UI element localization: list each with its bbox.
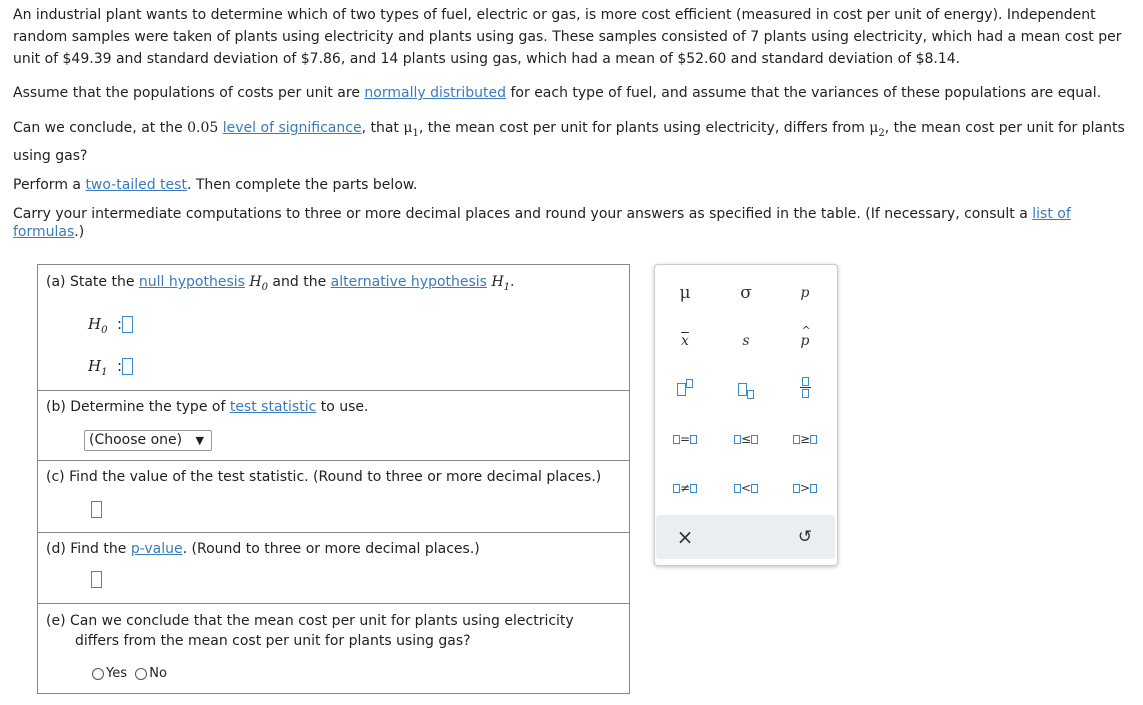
s-button[interactable]: s <box>742 333 750 349</box>
phat-button[interactable] <box>785 324 825 355</box>
h0-row: $H_0$ : <box>88 315 133 336</box>
base-box-icon <box>677 383 686 396</box>
symbol-palette <box>654 264 838 566</box>
normally-distributed-link[interactable]: normally distributed <box>364 85 507 101</box>
text: (a) State the <box>46 274 139 290</box>
mu1-symbol <box>403 120 419 139</box>
list-of-formulas-link[interactable]: list of formulas <box>13 206 1071 240</box>
text: (b) Determine the type of <box>46 399 230 415</box>
p-value-answer-wrap <box>91 571 102 588</box>
right-box-icon <box>810 484 817 493</box>
subscript-box-icon <box>747 390 754 399</box>
mu-char: μ <box>403 120 413 136</box>
problem-paragraph-3 <box>13 117 1137 167</box>
h1-symbol <box>491 274 511 293</box>
text: Carry your intermediate computations to three or more decimal places and round your answers as specified in the table. (If necessary, consult a <box>13 206 1033 222</box>
problem-paragraph-2 <box>13 82 1137 104</box>
xbar-button[interactable]: $\overline{x}$ <box>681 333 689 349</box>
part-c <box>38 461 629 533</box>
mu-char: μ <box>869 120 879 136</box>
answer-table <box>37 264 630 694</box>
conclusion-radio-group <box>92 666 167 681</box>
part-d <box>38 533 629 604</box>
part-e-line1: (e) Can we conclude that the mean cost per unit for plants using electricity <box>46 613 574 629</box>
p-value-answer-box[interactable] <box>91 571 102 588</box>
text: Assume that the populations of costs per unit are <box>13 85 365 101</box>
h1-row: $H_1$ : <box>88 357 133 378</box>
text: . Then complete the parts below. <box>186 177 418 193</box>
ne-symbol: ≠ <box>679 481 691 495</box>
sub-0: 0 <box>261 281 268 293</box>
test-statistic-answer-box[interactable] <box>91 501 102 518</box>
part-a-label: (a) State the null hypothesis $H_0$ and the alternative hypothesis $H_1$. <box>46 274 515 293</box>
text: for each type of fuel, and assume that the variances of these populations are equal. <box>506 85 1102 101</box>
part-e-line2: differs from the mean cost per unit for plants using gas? <box>75 633 471 649</box>
left-box-icon <box>673 484 680 493</box>
part-b-label <box>46 399 368 415</box>
fraction-bar <box>800 387 811 388</box>
no-label[interactable]: No <box>149 666 167 681</box>
left-box-icon <box>793 435 800 444</box>
h-char: H <box>88 315 102 333</box>
h-char: H <box>491 274 504 290</box>
part-c-label: (c) Find the value of the test statistic. (Round to three or more decimal places.) <box>46 469 602 485</box>
part-e-label <box>46 611 574 651</box>
h0-symbol <box>249 274 268 293</box>
text: (d) Find the <box>46 541 131 557</box>
test-statistic-answer-wrap <box>91 501 102 518</box>
left-box-icon <box>793 484 800 493</box>
level-of-significance-link[interactable]: level of significance <box>222 120 362 136</box>
part-a <box>38 265 629 391</box>
problem-paragraph-5 <box>13 205 1137 241</box>
numerator-box-icon <box>802 377 809 386</box>
greater-equal-button[interactable] <box>785 425 825 453</box>
not-equal-button[interactable] <box>665 474 705 502</box>
equals-symbol: = <box>679 432 691 446</box>
sigma-button[interactable]: σ <box>740 283 752 303</box>
left-box-icon <box>673 435 680 444</box>
part-d-label <box>46 541 480 557</box>
p-button[interactable]: p <box>800 285 810 301</box>
sub-1: 1 <box>503 281 511 293</box>
phat-char: p <box>800 333 810 349</box>
alpha-value: 0.05 <box>187 120 219 136</box>
alternative-hypothesis-link[interactable]: alternative hypothesis <box>330 274 487 290</box>
fraction-button[interactable] <box>785 375 825 405</box>
left-box-icon <box>734 435 741 444</box>
right-box-icon <box>810 435 817 444</box>
greater-than-button[interactable] <box>785 474 825 502</box>
problem-paragraph-4 <box>13 174 1137 196</box>
text: . (Round to three or more decimal places.) <box>182 541 480 557</box>
le-symbol: ≤ <box>740 432 752 446</box>
less-equal-button[interactable] <box>726 425 766 453</box>
sub-0: 0 <box>101 325 108 336</box>
gt-symbol: > <box>799 481 811 495</box>
text: , that <box>361 120 404 136</box>
undo-icon[interactable]: ↺ <box>797 527 813 547</box>
palette-action-bar <box>656 515 835 559</box>
h-char: H <box>88 357 102 375</box>
equals-button[interactable] <box>665 425 705 453</box>
right-box-icon <box>751 484 758 493</box>
subscript-button[interactable] <box>726 375 766 403</box>
right-box-icon <box>690 484 697 493</box>
two-tailed-test-link[interactable]: two-tailed test <box>85 177 187 193</box>
text: .) <box>74 224 85 240</box>
null-hypothesis-link[interactable]: null hypothesis <box>138 274 245 290</box>
lt-symbol: < <box>740 481 752 495</box>
test-statistic-link[interactable]: test statistic <box>229 399 317 415</box>
select-value: (Choose one) <box>89 432 183 448</box>
superscript-box-icon <box>686 379 693 388</box>
mu2-symbol <box>869 120 885 139</box>
denominator-box-icon <box>802 389 809 398</box>
test-statistic-select[interactable] <box>84 430 212 451</box>
h-char: H <box>249 274 262 290</box>
p-value-link[interactable]: p-value <box>130 541 183 557</box>
hat-mark: ^ <box>801 324 811 337</box>
text: to use. <box>316 399 369 415</box>
no-radio[interactable] <box>135 668 147 680</box>
h1-answer-box[interactable] <box>122 358 133 375</box>
problem-paragraph-1: An industrial plant wants to determine which of two types of fuel, electric or gas, is more cost efficient (measured in cost per unit of energy). Independent random samples were taken of plants using electricity and plants using gas. These samples consisted of 7 plants using electricity, which had a mean cost per unit of $49.39 and standard deviation of $7.86, and 14 plants using gas, which had a mean of $52.60 and standard deviation of $8.14. <box>13 7 1122 67</box>
h0-answer-box[interactable] <box>122 316 133 333</box>
yes-label[interactable]: Yes <box>106 666 127 681</box>
yes-radio[interactable] <box>92 668 104 680</box>
text: , the mean cost per unit for plants using gas? <box>13 120 1125 164</box>
base-box-icon <box>738 383 747 396</box>
h1-label <box>88 357 108 378</box>
h0-label <box>88 315 108 336</box>
mu-button[interactable]: μ <box>679 283 691 303</box>
part-e <box>38 604 629 693</box>
right-box-icon <box>751 435 758 444</box>
text: and the <box>267 274 331 290</box>
part-b <box>38 391 629 461</box>
sub-2: 2 <box>878 127 885 139</box>
clear-icon[interactable]: × <box>676 525 694 549</box>
text: Can we conclude, at the <box>13 120 188 136</box>
left-box-icon <box>734 484 741 493</box>
less-than-button[interactable] <box>726 474 766 502</box>
ge-symbol: ≥ <box>799 432 811 446</box>
dropdown-arrow-icon: ▼ <box>195 434 204 447</box>
text: Perform a <box>13 177 86 193</box>
right-box-icon <box>690 435 697 444</box>
superscript-button[interactable] <box>665 375 705 403</box>
sub-1: 1 <box>101 367 108 378</box>
sub-1: 1 <box>412 127 419 139</box>
text: , the mean cost per unit for plants using electricity, differs from <box>418 120 870 136</box>
